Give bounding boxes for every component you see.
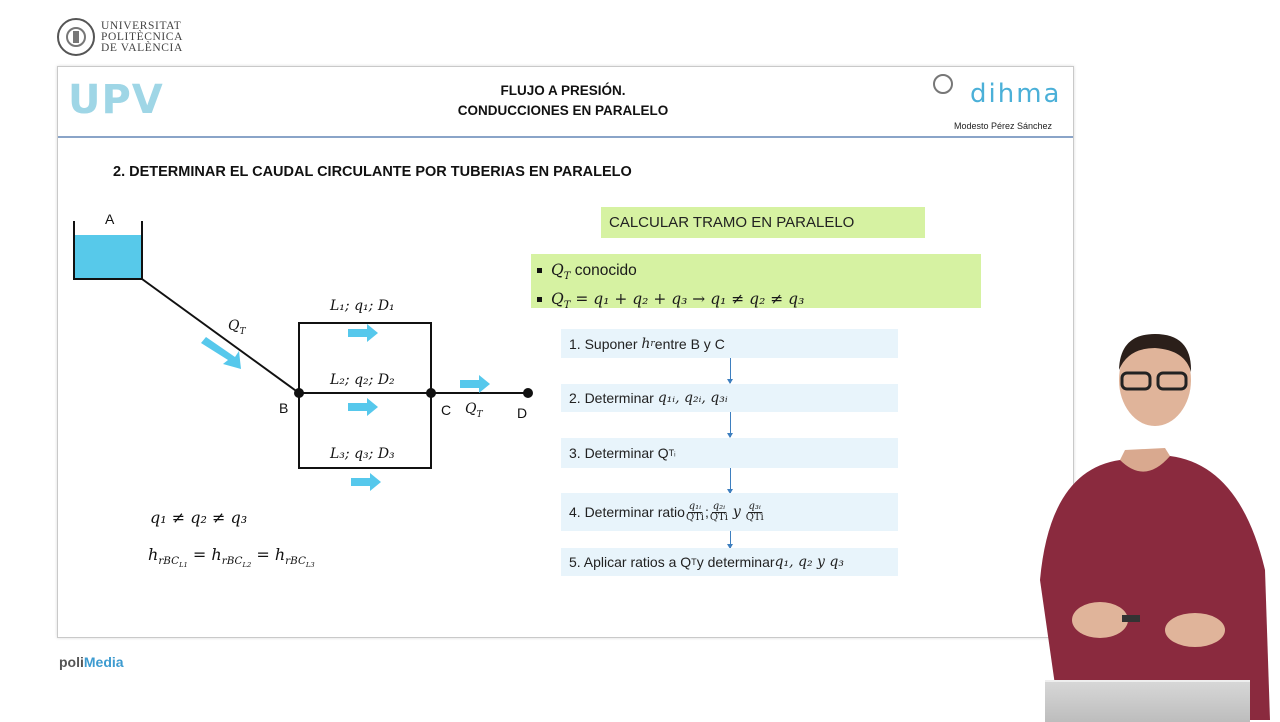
head-loss-equality: $h_{rBC_{L1}} = h_{rBC_{L2}} = h_{rBC_{L3}}$ xyxy=(148,545,315,570)
flow-arrow-branch-2 xyxy=(348,398,378,416)
step2-text: 2. Determinar xyxy=(569,390,654,406)
step-arrow-3 xyxy=(730,468,731,493)
flow-qt-var: Q xyxy=(228,318,240,334)
pipe2-label: L₂; q₂; D₂ xyxy=(330,372,395,388)
condition-1 xyxy=(551,259,981,288)
presenter-hand-right xyxy=(1165,613,1225,647)
university-line1: UNIVERSITAT xyxy=(101,19,182,32)
presenter-clicker xyxy=(1122,615,1140,622)
step1-math: h xyxy=(641,335,651,352)
step-arrow-4 xyxy=(730,531,731,548)
flow-qt-outlet-var: Q xyxy=(465,401,477,417)
polimedia-logo xyxy=(59,654,124,670)
step-arrow-1 xyxy=(730,358,731,383)
step2-math: q₁ᵢ, q₂ᵢ, q₃ᵢ xyxy=(657,390,728,406)
step5-rest: y determinar xyxy=(696,554,775,570)
cond2-text: = q₁ + q₂ + q₃ → q₁ ≠ q₂ ≠ q₃ xyxy=(570,290,805,309)
head-sub-3: rBC xyxy=(285,555,306,568)
slide xyxy=(57,66,1074,638)
cond1-sub: T xyxy=(563,271,571,283)
step3-text: 3. Determinar Q xyxy=(569,445,669,461)
calc-title-box: CALCULAR TRAMO EN PARALELO xyxy=(601,207,925,238)
cond2-var: Q xyxy=(551,290,564,309)
head-var-3: h xyxy=(274,545,286,564)
flow-qt-label xyxy=(228,318,246,337)
head-sub-2: rBC xyxy=(221,555,243,568)
node-c-dot xyxy=(426,388,436,398)
university-logo xyxy=(57,18,183,56)
node-d-label: D xyxy=(517,405,528,421)
author-name: Modesto Pérez Sánchez xyxy=(954,121,1053,131)
step1-text: 1. Suponer xyxy=(569,335,638,352)
step4-text: 4. Determinar ratio xyxy=(569,504,685,520)
node-c-label: C xyxy=(441,402,452,418)
university-name xyxy=(101,21,183,54)
desk xyxy=(1045,680,1250,722)
ratio1-den: QTi xyxy=(685,511,705,523)
ratio3-num: q₃ᵢ xyxy=(748,500,761,512)
head-var-1: h xyxy=(148,545,159,564)
university-line2: POLITÈCNICA xyxy=(101,30,183,43)
node-a-label: A xyxy=(105,211,115,227)
presenter xyxy=(1020,320,1280,720)
polimedia-brand-a: poli xyxy=(59,654,84,670)
ratio-2 xyxy=(710,502,728,523)
university-line3: DE VALÈNCIA xyxy=(101,41,183,54)
step5-math: q₁, q₂ y q₃ xyxy=(774,554,844,570)
ratio-sep: ; xyxy=(705,504,709,520)
node-b-label: B xyxy=(279,400,289,416)
step5-sub: T xyxy=(691,557,697,567)
pipe3-label: L₃; q₃; D₃ xyxy=(330,446,395,462)
ratio-1 xyxy=(686,502,704,523)
pipe-a-b xyxy=(142,279,299,393)
cond1-text: conocido xyxy=(570,262,637,279)
dihma-wordmark: dihma xyxy=(970,79,1062,109)
ratio2-num: q₂ᵢ xyxy=(712,500,726,512)
head-var-2: h xyxy=(211,545,222,564)
ratio-y: y xyxy=(732,504,741,520)
section-heading: 2. DETERMINAR EL CAUDAL CIRCULANTE POR TUBERIAS EN PARALELO xyxy=(113,164,632,180)
step3-sub: Tᵢ xyxy=(668,448,676,458)
step-arrow-2 xyxy=(730,412,731,437)
step-4 xyxy=(561,493,898,531)
step1-rest: entre B y C xyxy=(654,335,725,352)
step-1 xyxy=(561,329,898,358)
flow-qt-sub: T xyxy=(239,326,246,337)
head-sub-1: rBC xyxy=(158,555,180,568)
polimedia-brand-b: Media xyxy=(83,654,124,670)
university-seal-icon xyxy=(57,18,95,56)
flow-arrow-branch-3 xyxy=(351,473,381,491)
presenter-hand-left xyxy=(1072,602,1128,638)
upv-logo: UPV xyxy=(68,77,164,123)
slide-title-line2: CONDUCCIONES EN PARALELO xyxy=(457,103,669,118)
ratio-3 xyxy=(746,502,764,523)
flow-arrow-branch-1 xyxy=(348,324,378,342)
pipe1-label: L₁; q₁; D₁ xyxy=(330,298,395,314)
step5-text: 5. Aplicar ratios a Q xyxy=(569,554,692,570)
flow-inequality: q₁ ≠ q₂ ≠ q₃ xyxy=(150,508,248,527)
condition-2 xyxy=(551,288,981,317)
step-3 xyxy=(561,438,898,468)
flow-qt-outlet-label xyxy=(465,401,483,420)
step-2 xyxy=(561,384,898,412)
cond2-sub: T xyxy=(563,300,571,312)
ratio3-den: QTi xyxy=(745,511,764,523)
slide-title-line1: FLUJO A PRESIÓN. xyxy=(500,83,626,98)
ratio1-num: q₁ᵢ xyxy=(688,500,702,512)
step-5 xyxy=(561,548,898,576)
tank-water xyxy=(74,235,141,279)
cond1-var: Q xyxy=(551,261,564,279)
node-d-dot xyxy=(523,388,533,398)
conditions-box xyxy=(531,254,981,312)
step1-sub: r xyxy=(650,338,655,349)
flow-arrow-outlet xyxy=(460,375,490,393)
ratio2-den: QTi xyxy=(709,511,728,523)
flow-qt-outlet-sub: T xyxy=(476,409,483,420)
flow-arrow-main xyxy=(201,337,241,369)
node-b-dot xyxy=(294,388,304,398)
